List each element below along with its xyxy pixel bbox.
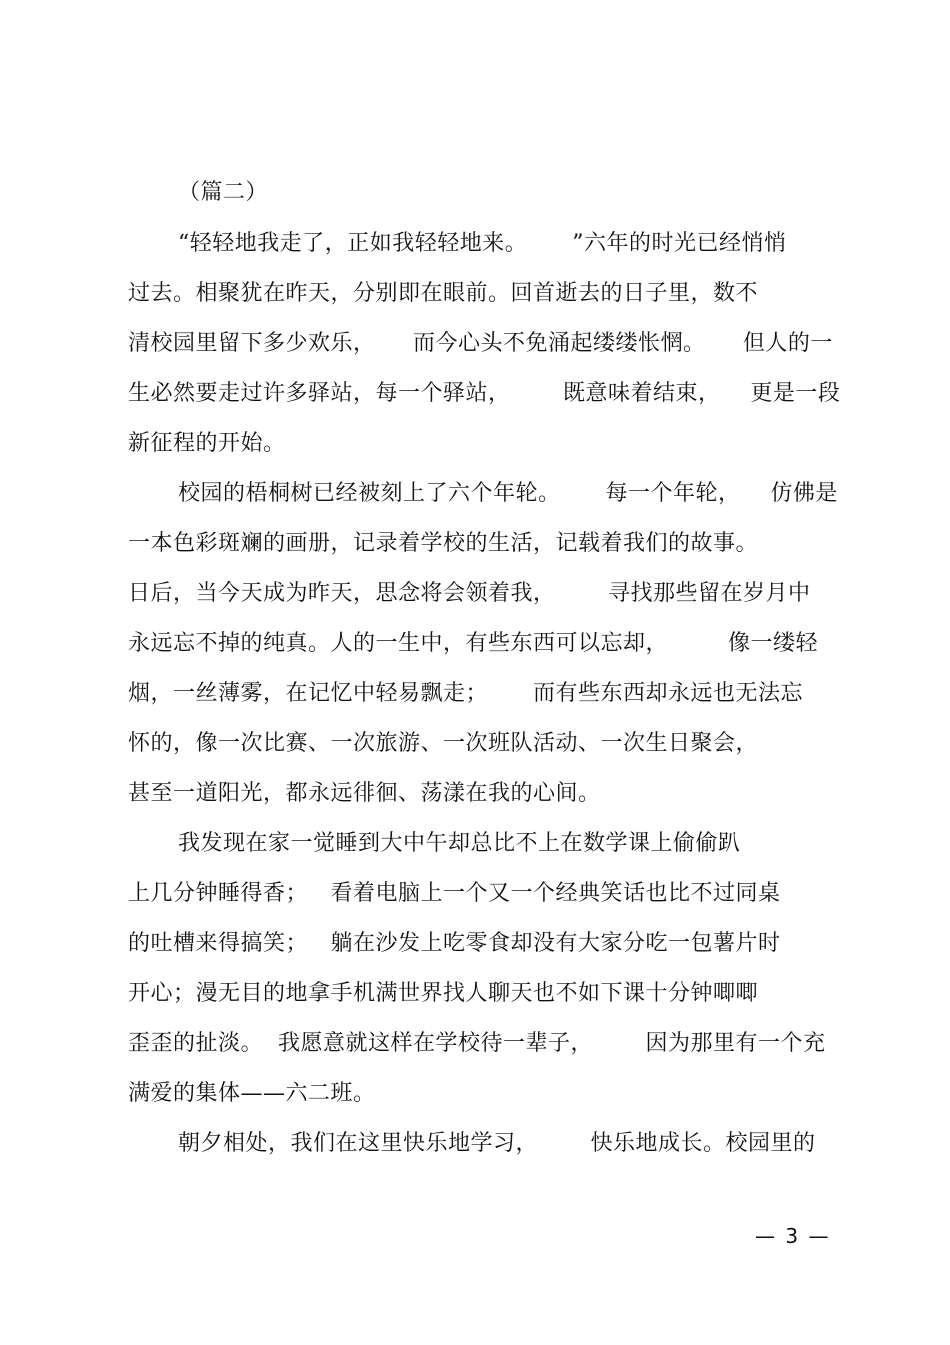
paragraph-2-line-1: 校园的梧桐树已经被刻上了六个年轮。 每一个年轮， 仿佛是 <box>178 481 838 506</box>
paragraph-3-line-1: 我发现在家一觉睡到大中午却总比不上在数学课上偷偷趴 <box>178 831 741 856</box>
paragraph-3-line-6: 满爱的集体——六二班。 <box>128 1081 376 1106</box>
page-number: — 3 — <box>755 1224 831 1248</box>
paragraph-1-line-4: 生必然要走过许多驿站，每一个驿站， 既意味着结束， 更是一段 <box>128 381 841 406</box>
paragraph-3-line-2: 上几分钟睡得香； 看着电脑上一个又一个经典笑话也比不过同桌 <box>128 881 781 906</box>
section-heading: （篇二） <box>178 180 269 205</box>
paragraph-1-line-3: 清校园里留下多少欢乐， 而今心头不免涌起缕缕怅惘。 但人的一 <box>128 331 833 356</box>
paragraph-1-line-5: 新征程的开始。 <box>128 431 286 456</box>
paragraph-4-line-1: 朝夕相处，我们在这里快乐地学习， 快乐地成长。校园里的 <box>178 1131 816 1156</box>
paragraph-1-line-2: 过去。相聚犹在昨天，分别即在眼前。回首逝去的日子里，数不 <box>128 281 759 306</box>
paragraph-2-line-7: 甚至一道阳光，都永远徘徊、荡漾在我的心间。 <box>128 781 601 806</box>
paragraph-2-line-5: 烟，一丝薄雾，在记忆中轻易飘走； 而有些东西却永远也无法忘 <box>128 681 803 706</box>
paragraph-1-line-1: “轻轻地我走了，正如我轻轻地来。 ”六年的时光已经悄悄 <box>178 231 787 256</box>
paragraph-2-line-4: 永远忘不掉的纯真。人的一生中，有些东西可以忘却， 像一缕轻 <box>128 631 818 656</box>
paragraph-3-line-3: 的吐槽来得搞笑； 躺在沙发上吃零食却没有大家分吃一包薯片时 <box>128 931 781 956</box>
paragraph-2-line-3: 日后，当今天成为昨天，思念将会领着我， 寻找那些留在岁月中 <box>128 581 811 606</box>
paragraph-3-line-4: 开心；漫无目的地拿手机满世界找人聊天也不如下课十分钟唧唧 <box>128 981 759 1006</box>
paragraph-2-line-6: 怀的，像一次比赛、一次旅游、一次班队活动、一次生日聚会， <box>128 731 759 756</box>
paragraph-3-line-5: 歪歪的扯淡。 我愿意就这样在学校待一辈子， 因为那里有一个充 <box>128 1031 826 1056</box>
paragraph-2-line-2: 一本色彩斑斓的画册，记录着学校的生活，记载着我们的故事。 <box>128 531 759 556</box>
